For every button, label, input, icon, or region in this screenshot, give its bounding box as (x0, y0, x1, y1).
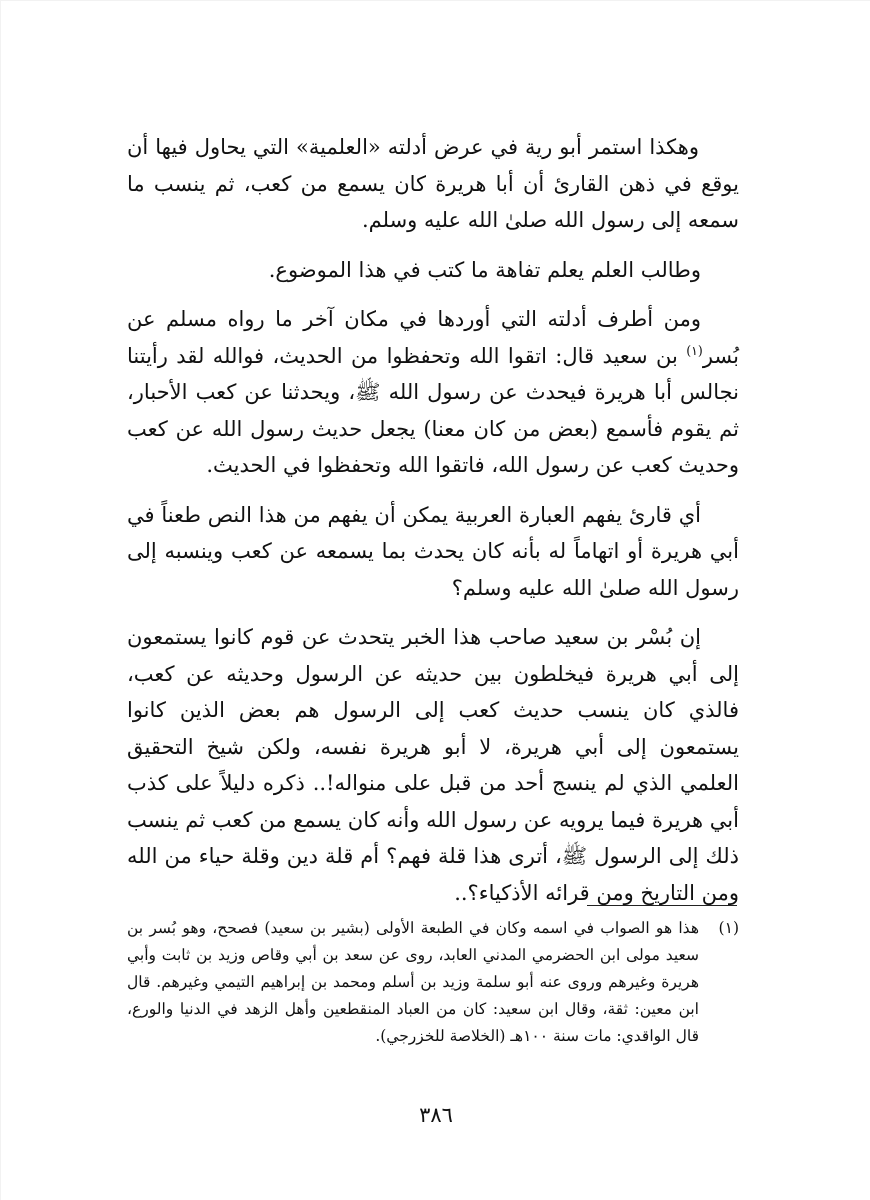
paragraph-3-text-before: ومن أطرف أدلته التي أوردها في مكان آخر ما رواه مسلم عن بُسر (127, 307, 739, 368)
footnote (127, 915, 739, 1050)
paragraph-3-text-after: بن سعيد قال: اتقوا الله وتحفظوا من الحديث، فوالله لقد رأيتنا نجالس أبا هريرة فيحدث عن رسول الله ﷺ، ويحدثنا عن كعب الأحبار، ثم يقوم فأسمع (بعض من كان معنا) يجعل حديث رسول الله عن كعب وحديث كعب عن رسول الله، فاتقوا الله وتحفظوا في الحديث. (127, 343, 739, 477)
paragraph-2: وطالب العلم يعلم تفاهة ما كتب في هذا الموضوع. (268, 257, 701, 282)
footnote-reference[interactable]: (١) (686, 342, 703, 358)
paragraph-5: إن بُسْر بن سعيد صاحب هذا الخبر يتحدث عن قوم كانوا يستمعون إلى أبي هريرة فيخلطون بين حديثه عن الرسول وحديثه عن كعب، فالذي كان ينسب حديث كعب إلى الرسول هم بعض الذين كانوا يستمعون إلى أبي هريرة، لا أبو هريرة نفسه، ولكن شيخ التحقيق العلمي الذي لم ينسج أحد من قبل على منواله!.. ذكره دليلاً على كذب أبي هريرة فيما يرويه عن رسول الله وأنه كان يسمع من كعب ثم ينسب ذلك إلى الرسول ﷺ، أترى هذا قلة فهم؟ أم قلة دين وقلة حياء من الله ومن التاريخ ومن قرائه الأذكياء؟.. (127, 625, 739, 905)
footnote-mark: (١) (718, 919, 739, 937)
footnote-text: هذا هو الصواب في اسمه وكان في الطبعة الأولى (بشير بن سعيد) فصحح، وهو بُسر بن سعيد مولى ابن الحضرمي المدني العابد، روى عن سعد بن أبي وقاص وزيد بن ثابت وأبي هريرة وغيرهم وروى عنه أبو سلمة وزيد بن أسلم ومحمد بن إبراهيم التيمي وغيرهم. قال ابن معين: ثقة، وقال ابن سعيد: كان من العباد المنقطعين وأهل الزهد في الدنيا والورع، قال الواقدي: مات سنة ١٠٠هـ (الخلاصة للخزرجي). (127, 919, 699, 1045)
footnote-separator (587, 905, 737, 906)
paragraph-3 (127, 301, 739, 484)
page-number: ٣٨٦ (419, 1103, 453, 1127)
main-text (127, 129, 739, 924)
paragraph-4: أي قارئ يفهم العبارة العربية يمكن أن يفهم من هذا النص طعناً في أبي هريرة أو اتهاماً له بأنه كان يحدث بما يسمعه عن كعب وينسبه إلى رسول الله صلىٰ الله عليه وسلم؟ (127, 502, 739, 600)
paragraph-1: وهكذا استمر أبو رية في عرض أدلته «العلمية» التي يحاول فيها أن يوقع في ذهن القارئ أن أبا هريرة كان يسمع من كعب، ثم ينسب ما سمعه إلى رسول الله صلىٰ الله عليه وسلم. (127, 135, 739, 232)
